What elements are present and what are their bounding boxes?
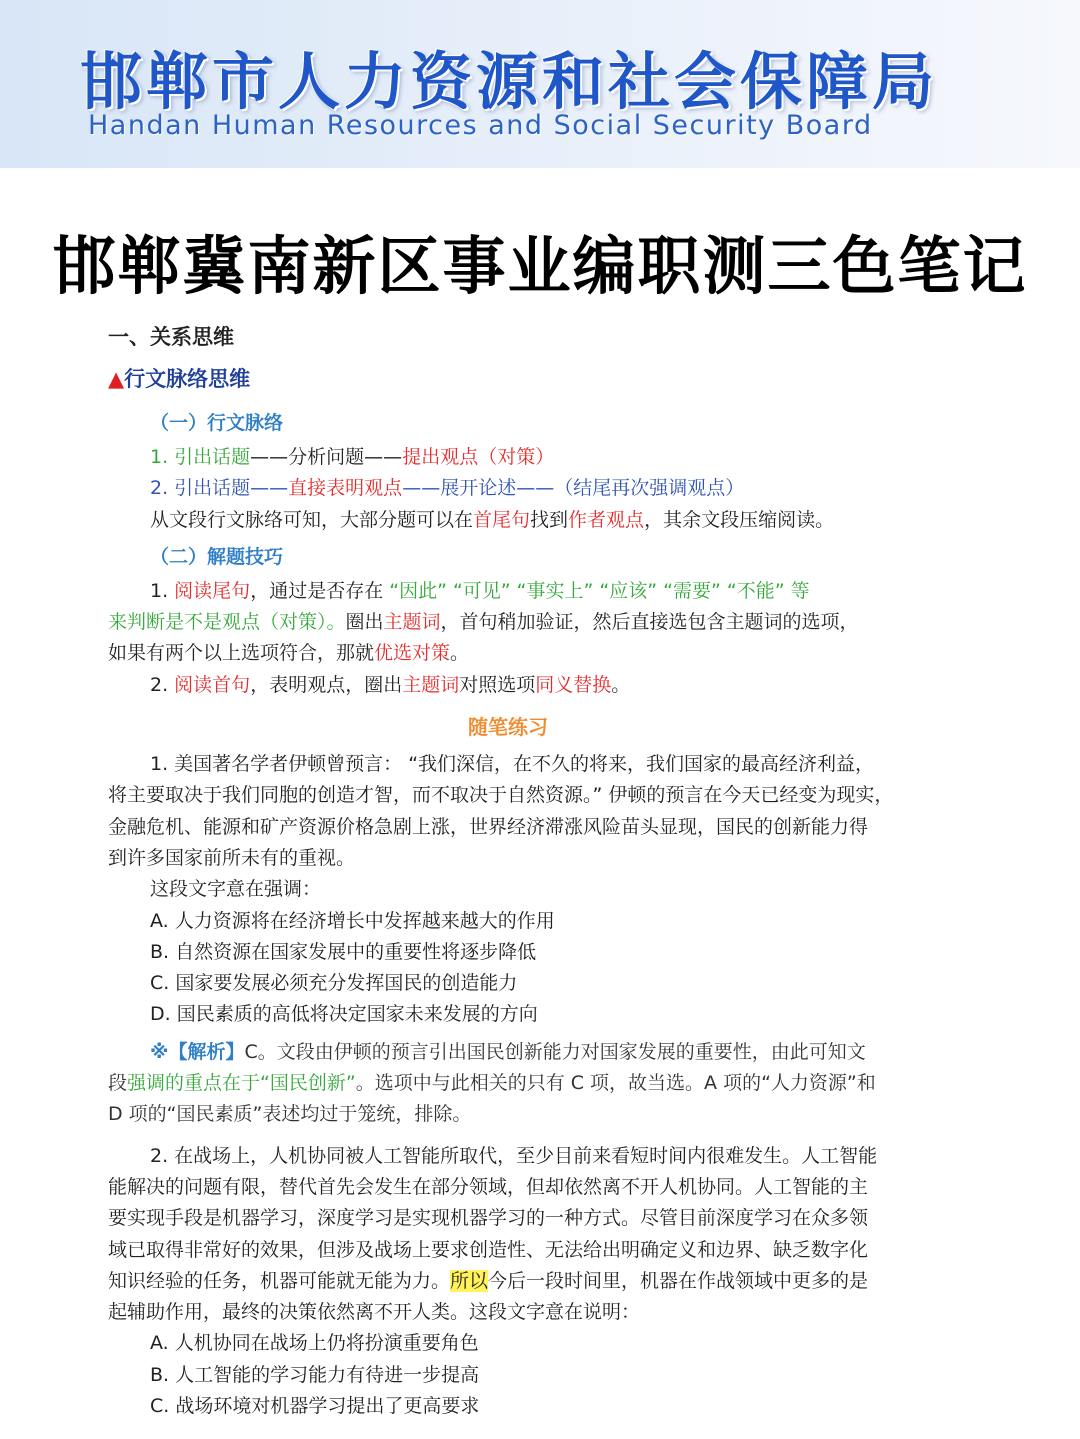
text-plain: C。文段由伊顿的预言引出国民创新能力对国家发展的重要性，由此可知文 <box>244 1040 866 1063</box>
text-plain: 知识经验的任务，机器可能就无能为力。 <box>108 1269 451 1292</box>
text-green: 来判断是不是观点（对策）。 <box>108 611 346 634</box>
text-plain: 2. <box>150 673 175 696</box>
text-green: “因此” “可见” “事实上” “应该” “需要” “不能” 等 <box>389 579 810 602</box>
part1-line3 <box>108 505 908 536</box>
q1-option: D. 国民素质的高低将决定国家未来发展的方向 <box>150 1003 538 1026</box>
text-red: 主题词 <box>383 611 441 634</box>
bureau-name-cn: 邯郸市人力资源和社会保障局 <box>80 45 939 118</box>
part2-item1-line3 <box>108 638 908 669</box>
q2-line: 能解决的问题有限，替代首先会发生在部分领域，但却依然离不开人机协同。人工智能的主 <box>108 1175 869 1198</box>
text-blue: 2. 引出话题—— <box>150 477 289 500</box>
q2-line: 域已取得非常好的效果，但涉及战场上要求创造性、无法给出明确定义和边界、缺乏数字化 <box>108 1238 869 1261</box>
q1-option: B. 自然资源在国家发展中的重要性将逐步降低 <box>150 940 537 963</box>
text-red: 作者观点 <box>568 508 645 531</box>
subsection-heading <box>108 356 908 402</box>
text-plain: 对照选项 <box>459 673 536 696</box>
text-blue: ——展开论述——（结尾再次强调观点） <box>402 477 745 500</box>
q2-line5 <box>108 1266 908 1297</box>
part1-heading: （一）行文脉络 <box>150 412 284 434</box>
q2-line: 要实现手段是机器学习，深度学习是实现机器学习的一种方式。尽管目前深度学习在众多领 <box>108 1207 869 1230</box>
q1-option: A. 人力资源将在经济增长中发挥越来越大的作用 <box>150 909 555 932</box>
q1-line: 到许多国家前所未有的重视。 <box>108 846 356 869</box>
subsection-heading-text: 行文脉络思维 <box>124 367 251 391</box>
text-plain: 今后一段时间里，机器在作战领域中更多的是 <box>488 1269 869 1292</box>
q1-line: 将主要取决于我们同胞的创造才智，而不取决于自然资源。” 伊顿的预言在今天已经变为现实， <box>108 784 894 807</box>
q1-prompt: 这段文字意在强调： <box>150 878 322 901</box>
text-plain: 。 <box>611 673 631 696</box>
text-plain: ，首句稍加验证，然后直接选包含主题词的选项， <box>440 611 859 634</box>
q2-option: C. 战场环境对机器学习提出了更高要求 <box>150 1395 480 1418</box>
part1-line2 <box>108 473 908 504</box>
q2-option: B. 人工智能的学习能力有待进一步提高 <box>150 1363 480 1386</box>
text-red: 主题词 <box>402 673 460 696</box>
text-plain: 。选项中与此相关的只有 C 项，故当选。A 项的“人力资源”和 <box>355 1072 876 1095</box>
q1-analysis-line1 <box>108 1037 908 1068</box>
header-banner <box>0 0 1080 168</box>
text-plain: 1. <box>150 579 175 602</box>
page-title: 邯郸冀南新区事业编职测三色笔记 <box>52 230 1028 303</box>
text-highlight: 所以 <box>450 1269 489 1292</box>
text-plain: 找到 <box>530 508 569 531</box>
text-plain: 从文段行文脉络可知，大部分题可以在 <box>150 508 474 531</box>
part2-heading: （二）解题技巧 <box>150 545 284 568</box>
section-heading: 一、关系思维 <box>108 325 234 349</box>
part1-line1 <box>108 442 908 473</box>
text-plain: 圈出 <box>345 611 384 634</box>
notes-body <box>108 318 908 1422</box>
text-plain: 。 <box>450 642 470 665</box>
text-plain: 段 <box>108 1072 128 1095</box>
text-plain: 如果有两个以上选项符合，那就 <box>108 642 375 665</box>
text-red: 阅读尾句 <box>174 579 251 602</box>
part2-item2 <box>108 670 908 701</box>
q2-line6: 起辅助作用，最终的决策依然离不开人类。这段文字意在说明： <box>108 1301 641 1324</box>
triangle-icon: ▲ <box>108 367 125 391</box>
q2-option: A. 人机协同在战场上仍将扮演重要角色 <box>150 1332 479 1355</box>
text-plain: ，表明观点，圈出 <box>250 673 403 696</box>
part2-item1-line2 <box>108 607 908 638</box>
bureau-name-en: Handan Human Resources and Social Security Board <box>88 110 873 141</box>
analysis-tag: ※【解析】 <box>150 1040 245 1063</box>
q2-line: 2. 在战场上，人机协同被人工智能所取代，至少目前来看短时间内很难发生。人工智能 <box>150 1144 878 1167</box>
text-red: 优选对策 <box>374 642 451 665</box>
text-red: 直接表明观点 <box>288 477 403 500</box>
q1-line: 金融危机、能源和矿产资源价格急剧上涨，世界经济滞涨风险苗头显现，国民的创新能力得 <box>108 815 869 838</box>
text-green: 1. 引出话题 <box>150 446 251 468</box>
text-red: 提出观点（对策） <box>402 446 555 468</box>
q1-line: 1. 美国著名学者伊顿曾预言： “我们深信，在不久的将来，我们国家的最高经济利益， <box>150 753 875 776</box>
q1-option: C. 国家要发展必须充分发挥国民的创造能力 <box>150 972 518 995</box>
practice-heading: 随笔练习 <box>468 715 548 740</box>
text-red: 首尾句 <box>473 508 531 531</box>
text-plain: ，其余文段压缩阅读。 <box>644 508 835 531</box>
part2-item1-line1 <box>108 576 908 607</box>
text-red: 阅读首句 <box>174 673 251 696</box>
text-plain: ——分析问题—— <box>250 446 403 468</box>
text-red: 同义替换 <box>535 673 612 696</box>
text-plain: ，通过是否存在 <box>250 579 390 602</box>
text-green: 强调的重点在于“国民创新” <box>127 1072 356 1095</box>
q1-analysis-line2 <box>108 1068 908 1099</box>
q1-analysis-line3: D 项的“国民素质”表述均过于笼统，排除。 <box>108 1103 472 1126</box>
